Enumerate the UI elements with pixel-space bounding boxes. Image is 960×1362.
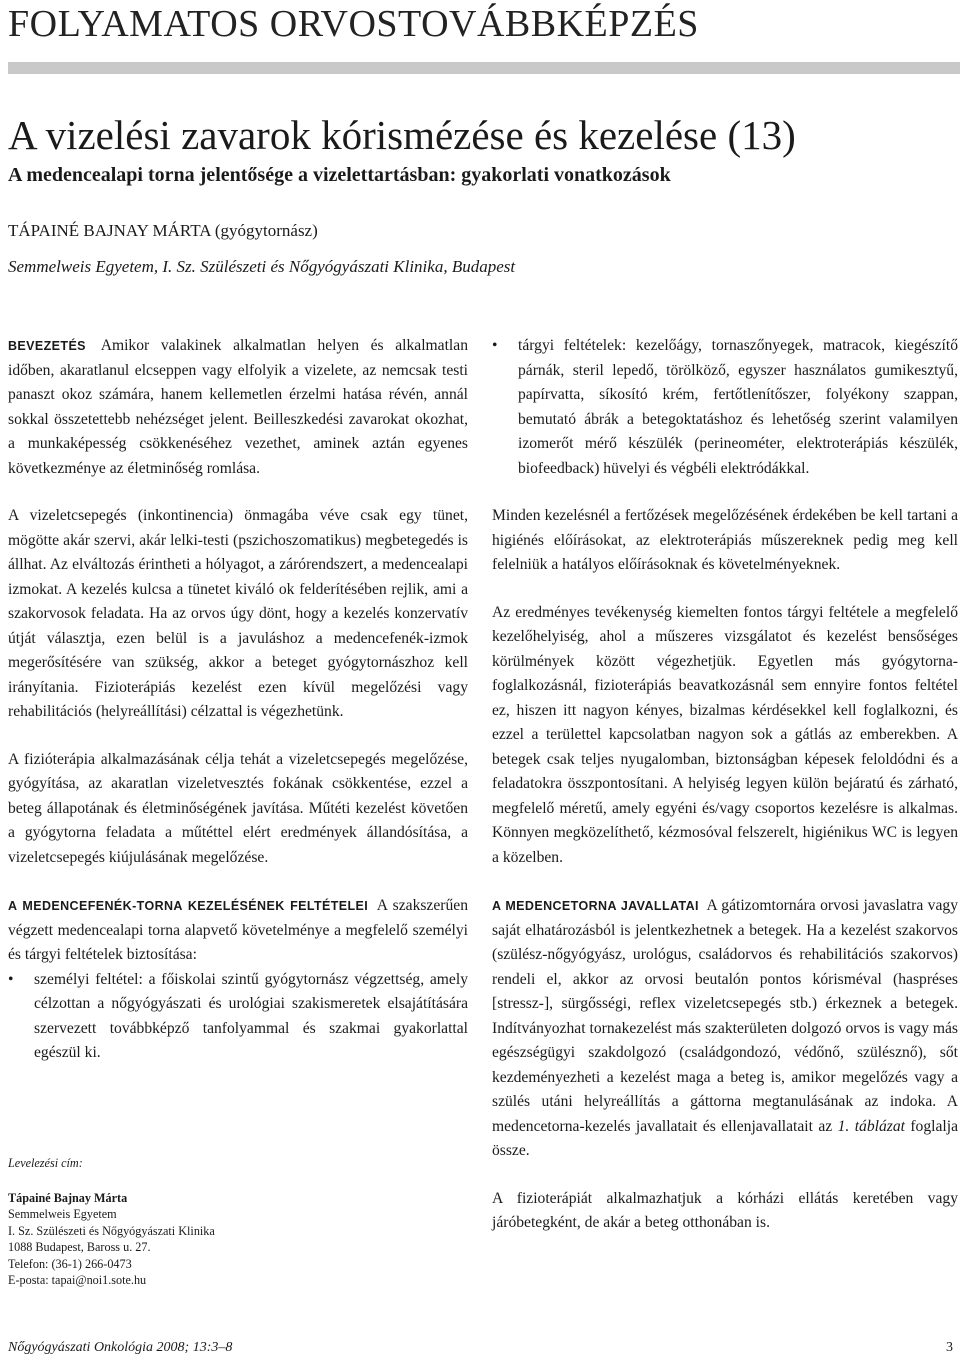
journal-citation: Nőgyógyászati Onkológia 2008; 13:3–8 bbox=[8, 1340, 233, 1355]
contact-email: E-posta: tapai@noi1.sote.hu bbox=[8, 1273, 147, 1287]
conditions-list bbox=[8, 968, 468, 1066]
paragraph-incontinence: A vizeletcsepegés (inkontinencia) önmagába véve csak egy tünet, mögötte akár szervi, akár lelki-testi (pszichoszomatikus) megbetegedés is állhat. Az elváltozás érintheti a hólyagot, a zárórendszert, a medencealapi izmokat. A kezelés kulcsa a tünetet kiváló ok felderítésében rejlik, ami a szakorvosok feladata. Ha az orvos úgy dönt, hogy a kezelés konzervatív útját választja, ezen belül is a javuláshoz a medencefenék-izmok megerősítésére van szükség, akkor a beteget gyógytornászhoz kell irányítania. Fizioterápiás kezelést ezen kívül megelőzési vagy rehabilitációs (helyreállítási) célzattal is végezhetünk. bbox=[8, 507, 468, 720]
header-divider-bar bbox=[8, 62, 960, 74]
list-item bbox=[8, 968, 468, 1066]
left-column bbox=[8, 334, 468, 1066]
article-title: A vizelési zavarok kórismézése és kezelése (13) bbox=[8, 112, 796, 158]
paragraph-physiotherapy-goal: A fizióterápia alkalmazásának célja tehát a vizeletcsepegés megelőzése, gyógyítása, az akaratlan vizeletvesztés fokának csökkentése, ezzel a beteg állapotának és életminőségének javítása. Műtéti kezelést követően a gyógytorna feladata a műtéttel elért eredmények állandósítása, a vizeletcsepegés kiújulásának megelőzése. bbox=[8, 750, 468, 866]
table-reference: 1. táblázat bbox=[837, 1117, 905, 1135]
affiliation-line: Semmelweis Egyetem, I. Sz. Szülészeti és Nőgyógyászati Klinika, Budapest bbox=[8, 257, 516, 276]
page-footer bbox=[8, 1340, 953, 1356]
bullet-icon: • bbox=[8, 970, 14, 988]
conditions-paragraph bbox=[8, 894, 468, 968]
intro-paragraph bbox=[8, 334, 468, 481]
list-item-text: tárgyi feltételek: kezelőágy, tornaszőnyegek, matracok, kiegészítő párnák, steril lepedő, törölköző, egyszer használatos gumikesztyű, papírvatta, síkosító krém, fertőtlenítőszer, folyékony szappan, bemutató ábrák a betegoktatáshoz és lehetőség szerint valamilyen izomerőt mérő készülék (perineométer, elektroterápiás készülék, biofeedback) hüvelyi és végbéli elektródákkal. bbox=[518, 337, 958, 477]
correspondence-label: Levelezési cím: bbox=[8, 1156, 83, 1170]
contact-line: Semmelweis Egyetem bbox=[8, 1207, 117, 1221]
intro-text: Amikor valakinek alkalmatlan helyen és alkalmatlan időben, akaratlanul elcseppen vagy elfolyik a vizelete, az nemcsak testi panaszt okoz számára, hanem kellemetlen érzelmi hatása révén, annál sokkal összetettebb nehézséget jelent. Beilleszkedési zavarokat okozhat, a munkaképesség csökkenéséhez vezethet, aminek aztán egyenes következménye az életminőség romlása. bbox=[8, 337, 468, 477]
indications-heading: A MEDENCETORNA JAVALLATAI bbox=[492, 899, 699, 913]
contact-line: I. Sz. Szülészeti és Nőgyógyászati Klinika bbox=[8, 1223, 215, 1238]
article-subtitle: A medencealapi torna jelentősége a vizelettartásban: gyakorlati vonatkozások bbox=[8, 164, 671, 186]
paragraph-hygiene: Minden kezelésnél a fertőzések megelőzésének érdekében be kell tartani a higiénés előírásokat, az elektroterápiás műszereknek pedig meg kell felelniük a hatályos előírásoknak és követelményeknek. bbox=[492, 507, 958, 573]
list-item-text: személyi feltétel: a főiskolai szintű gyógytornász végzettség, amely célzottan a nőgyógyászati és urológiai szakismeretek elsajátítására szervezett továbbképző tanfolyammal és szakmai gyakorlattal egészül ki. bbox=[34, 970, 468, 1061]
indications-text: A gátizomtornára orvosi javaslatra vagy saját elhatározásból is jelentkezhetnek a betegek. Ha a kezelést szakorvos (szülész-nőgyógyász, urológus, családorvos és rehabilitációs szakorvos) rendeli el, akkor az orvosi beutalón pontos kórisméval (haspréses [stressz-], sürgősségi, reflex vizeletcsepegés stb.) érkeznek a betegek. Indítványozhat tornakezelést más szakterületen dolgozó orvos is vagy más egészségügyi szakdolgozó (családgondozó, védőnő, szülésznő), sőt kezdeményezheti a kezelést maga a beteg is, amikor megelőzés vagy a szülés utáni helyreállítás a gáttorna megtanulásának az indoka. A medencetorna-kezelés javallatait és ellenjavallatait az bbox=[492, 897, 958, 1135]
section-title: FOLYAMATOS ORVOSTOVÁBBKÉPZÉS bbox=[8, 3, 699, 45]
correspondence-address bbox=[8, 1155, 408, 1289]
contact-phone: Telefon: (36-1) 266-0473 bbox=[8, 1256, 132, 1271]
intro-heading: BEVEZETÉS bbox=[8, 339, 86, 353]
conditions-heading: A MEDENCEFENÉK-TORNA KEZELÉSÉNEK FELTÉTELEI bbox=[8, 899, 369, 913]
indications-paragraph bbox=[492, 894, 958, 1164]
author-line: TÁPAINÉ BAJNAY MÁRTA (gyógytornász) bbox=[8, 221, 318, 240]
paragraph-care-settings: A fizioterápiát alkalmazhatjuk a kórházi ellátás keretében vagy járóbetegként, de akár a beteg otthonában is. bbox=[492, 1189, 958, 1231]
bullet-icon: • bbox=[492, 337, 498, 354]
list-item bbox=[492, 334, 958, 481]
right-column bbox=[492, 334, 958, 1236]
page-number: 3 bbox=[946, 1340, 953, 1355]
contact-name: Tápainé Bajnay Márta bbox=[8, 1190, 128, 1205]
contact-line: 1088 Budapest, Baross u. 27. bbox=[8, 1240, 151, 1254]
material-conditions-list bbox=[492, 334, 958, 481]
indications-text-end: foglalja össze. bbox=[492, 1117, 958, 1159]
conditions-text: A szakszerűen végzett medencealapi torna alapvető követelménye a megfelelő személyi és tárgyi feltételek biztosítása: bbox=[8, 897, 468, 963]
paragraph-treatment-room: Az eredményes tevékenység kiemelten fontos tárgyi feltétele a megfelelő kezelőhelyiség, ahol a műszeres vizsgálatot és kezelést bensőséges körülmények között végezhetjük. Egyetlen más gyógytorna-foglalkozásnál, fizioterápiás beavatkozásnál sem ennyire fontos feltétel ez, hiszen itt nagyon kényes, bizalmas kérdésekkel kell foglalkozni, és ezzel a területtel kapcsolatban nagyon sok a gátlás az emberekben. A betegek csak teljes nyugalomban, biztonságban képesek feloldódni és a feladatokra összpontosítani. A helyiség legyen külön bejáratú és zárható, megfelelő méretű, amely egyéni és/vagy csoportos kezelésre is alkalmas. Könnyen megközelíthető, kézmosóval felszerelt, higiénikus WC is legyen a közelben. bbox=[492, 603, 958, 866]
